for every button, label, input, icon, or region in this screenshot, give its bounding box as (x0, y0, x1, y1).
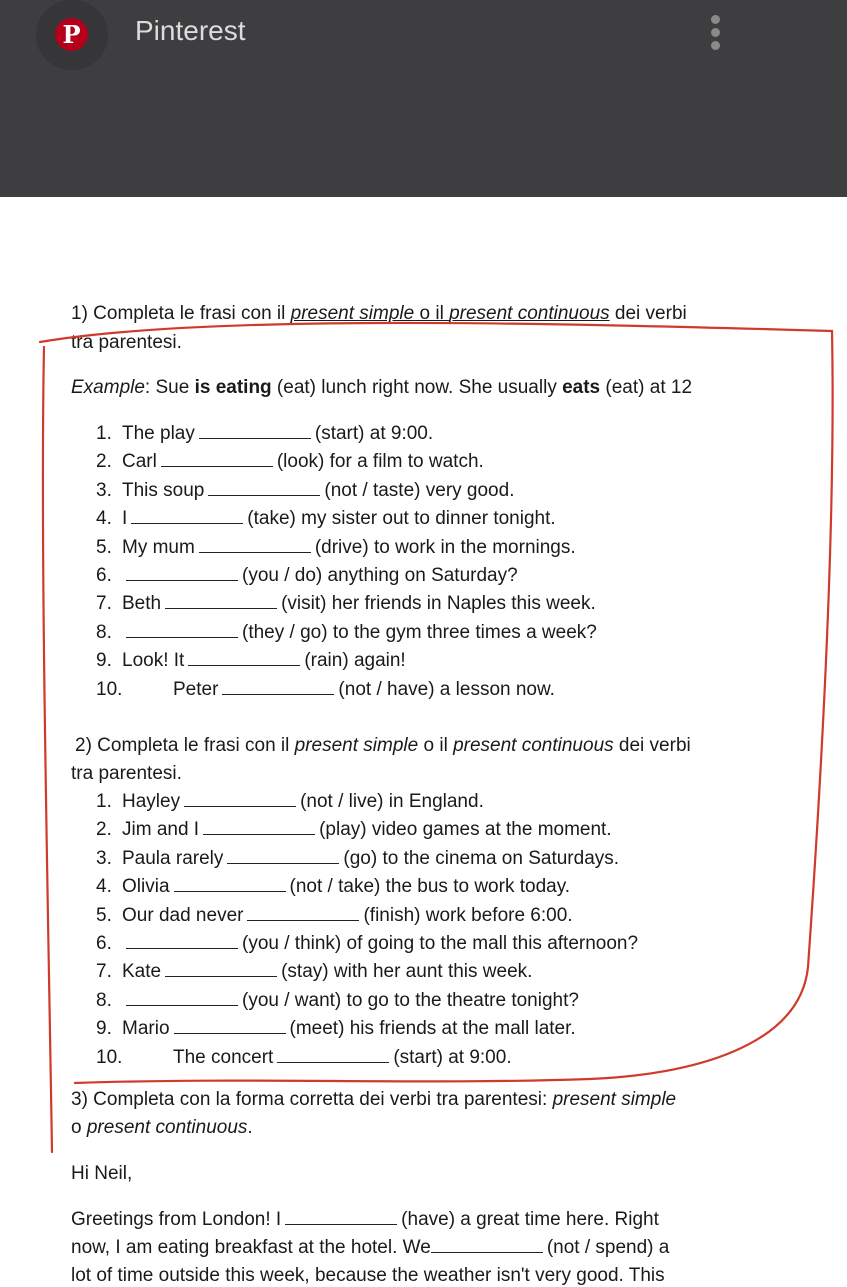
kebab-dot-icon (711, 28, 720, 37)
ex3-title-text: 3) Completa con la forma corretta dei verbi tra parentesi: (71, 1089, 553, 1110)
item-rest: (go) to the cinema on Saturdays. (343, 847, 620, 869)
letter-line-3: lot of time outside this week, because the weather isn't very good. This (71, 1265, 665, 1286)
letter-greeting: Hi Neil, (71, 1163, 133, 1184)
item-subject: Beth (122, 593, 162, 615)
item-subject: Peter (173, 678, 219, 700)
item-subject: Jim and I (122, 819, 200, 841)
ex2-title-end: dei verbi (613, 735, 691, 756)
item-number: 5. (96, 904, 112, 926)
more-options-button[interactable] (702, 12, 728, 56)
item-number: 3. (96, 847, 112, 869)
ex1-title-or: o il (414, 303, 450, 324)
example-label: Example (71, 377, 145, 398)
letter-line-2-a: now, I am eating breakfast at the hotel. We (71, 1237, 431, 1258)
letter-line-2-b: (not / spend) a (546, 1237, 670, 1258)
example-text-a: : Sue (144, 377, 195, 398)
item-subject: The play (122, 423, 195, 444)
ex1-title-end: dei verbi (609, 303, 687, 324)
ex1-title-present-simple: present simple (290, 303, 415, 324)
example-text-c: (eat) at 12 (600, 377, 693, 398)
ex3-title-present-continuous: present continuous (86, 1117, 248, 1138)
ex2-title-present-simple: present simple (294, 735, 419, 756)
item-rest: (not / live) in England. (300, 791, 484, 812)
item-number: 10. (96, 678, 123, 700)
item-rest: (not / taste) very good. (324, 479, 515, 501)
item-subject: Paula rarely (122, 847, 224, 869)
item-rest: (stay) with her aunt this week. (281, 961, 533, 983)
item-number: 8. (96, 621, 112, 643)
item-rest: (finish) work before 6:00. (363, 904, 573, 926)
item-number: 6. (96, 565, 112, 586)
item-rest: (look) for a film to watch. (276, 451, 484, 473)
red-annotation-outline (0, 197, 847, 1280)
ex3-title-period: . (247, 1117, 253, 1138)
item-number: 9. (96, 1018, 112, 1040)
item-rest: (visit) her friends in Naples this week. (281, 593, 596, 615)
item-rest: (play) video games at the moment. (319, 819, 612, 841)
item-subject: The concert (173, 1046, 274, 1068)
item-rest: (rain) again! (304, 650, 406, 672)
example-bold-a: is eating (194, 377, 272, 398)
example-text-b: (eat) lunch right now. She usually (271, 377, 563, 398)
item-subject: Carl (122, 451, 157, 473)
item-subject: Look! It (122, 650, 185, 672)
item-subject: This soup (122, 479, 205, 501)
item-subject: Hayley (122, 791, 181, 812)
item-rest: (take) my sister out to dinner tonight. (247, 508, 556, 530)
item-number: 10. (96, 1046, 123, 1068)
kebab-dot-icon (711, 15, 720, 24)
item-number: 4. (96, 508, 112, 530)
worksheet-image (0, 197, 847, 1286)
item-rest: (you / do) anything on Saturday? (242, 565, 518, 586)
item-subject: Olivia (122, 876, 170, 898)
example-bold-b: eats (562, 377, 601, 398)
kebab-dot-icon (711, 41, 720, 50)
item-subject: Mario (122, 1018, 170, 1040)
item-rest: (not / take) the bus to work today. (289, 876, 571, 898)
ex2-title-line2: tra parentesi. (71, 763, 182, 784)
ex2-title-text: 2) Completa le frasi con il (75, 735, 295, 756)
item-number: 7. (96, 961, 112, 983)
pinterest-logo-button[interactable] (36, 0, 108, 70)
item-rest: (meet) his friends at the mall later. (289, 1018, 576, 1040)
item-rest: (you / think) of going to the mall this afternoon? (242, 933, 639, 954)
ex2-title-or: o il (418, 735, 454, 756)
item-rest: (drive) to work in the mornings. (314, 536, 576, 558)
pinterest-logo-icon: P (55, 18, 88, 51)
item-number: 6. (96, 933, 112, 954)
item-rest: (they / go) to the gym three times a week? (242, 621, 597, 643)
letter-line-1-b: (have) a great time here. Right (401, 1209, 659, 1230)
item-rest: (not / have) a lesson now. (338, 678, 555, 700)
item-rest: (you / want) to go to the theatre tonight? (242, 989, 579, 1011)
ex2-title-present-continuous: present continuous (453, 735, 614, 756)
top-app-bar (0, 0, 847, 197)
item-subject: My mum (122, 536, 195, 558)
app-title: Pinterest (135, 15, 246, 46)
ex1-title-present-continuous: present continuous (449, 303, 610, 324)
item-subject: I (122, 508, 128, 530)
item-number: 4. (96, 876, 112, 898)
item-rest: (start) at 9:00. (314, 423, 434, 444)
item-number: 7. (96, 593, 112, 615)
item-number: 9. (96, 650, 112, 672)
letter-line-1-a: Greetings from London! I (71, 1209, 282, 1230)
item-number: 8. (96, 989, 112, 1011)
item-number: 3. (96, 479, 112, 501)
item-subject: Kate (122, 961, 162, 983)
item-number: 2. (96, 451, 112, 473)
item-number: 1. (96, 423, 112, 444)
ex3-title-present-simple: present simple (552, 1089, 677, 1110)
ex3-title-or: o (71, 1117, 87, 1138)
item-number: 2. (96, 819, 112, 841)
ex1-title-text: 1) Completa le frasi con il (71, 303, 291, 324)
ex1-title-line2: tra parentesi. (71, 332, 182, 353)
item-rest: (start) at 9:00. (393, 1046, 512, 1068)
item-number: 1. (96, 791, 112, 812)
item-number: 5. (96, 536, 112, 558)
item-subject: Our dad never (122, 904, 244, 926)
